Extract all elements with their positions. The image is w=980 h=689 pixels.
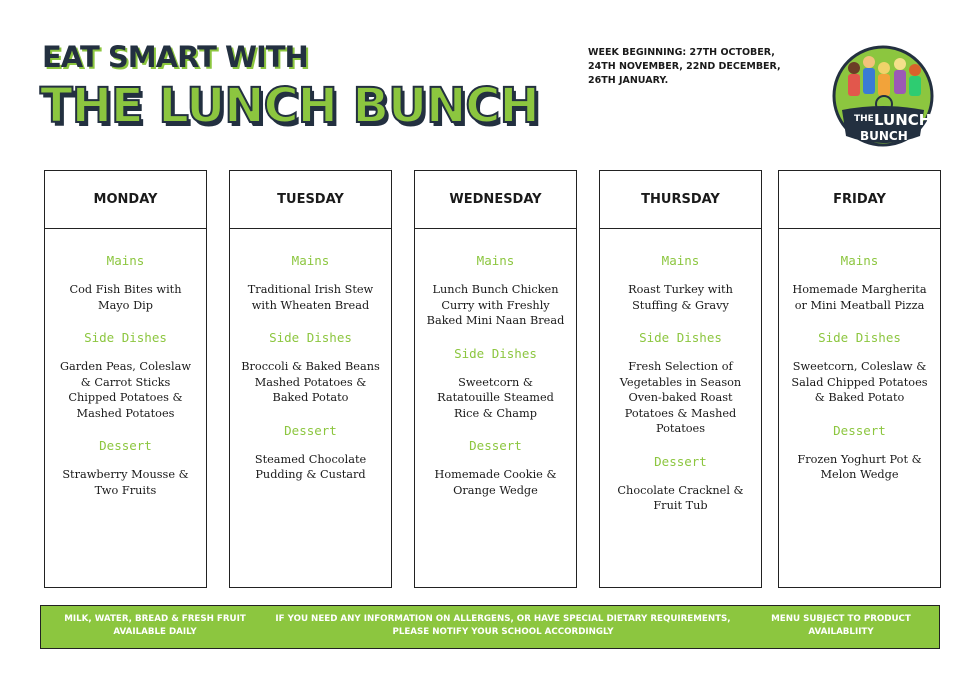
week-beginning (588, 46, 788, 88)
dessert-text: Frozen Yoghurt Pot & Melon Wedge (797, 452, 922, 481)
column-tuesday (229, 170, 392, 588)
day-heading: WEDNESDAY (415, 171, 576, 229)
side-dishes-label: Side Dishes (84, 330, 167, 345)
dessert-text: Chocolate Cracknel & Fruit Tub (617, 483, 744, 512)
footer-availability-note: MENU SUBJECT TO PRODUCT AVAILABLIITY (771, 614, 911, 637)
side-dishes-label: Side Dishes (269, 330, 352, 345)
mains-label: Mains (840, 253, 879, 268)
dessert-label: Dessert (284, 422, 337, 438)
logo-the: THE (854, 114, 874, 124)
column-wednesday (414, 170, 577, 588)
column-thursday (599, 170, 762, 588)
mains-label: Mains (106, 253, 145, 268)
mains-text: Cod Fish Bites with Mayo Dip (69, 283, 182, 312)
mains-label: Mains (291, 253, 330, 268)
dessert-text: Steamed Chocolate Pudding & Custard (254, 452, 367, 481)
side-dishes-text: Sweetcorn, Coleslaw & Salad Chipped Potatoes & Baked Potato (791, 360, 928, 404)
side-dishes-label: Side Dishes (639, 330, 722, 345)
mains-text: Roast Turkey with Stuffing & Gravy (628, 283, 733, 312)
logo-bunch: BUNCH (860, 129, 908, 143)
mains-text: Lunch Bunch Chicken Curry with Freshly Baked Mini Naan Bread (426, 283, 565, 327)
day-heading: FRIDAY (779, 171, 940, 229)
footer-milk-water-note: MILK, WATER, BREAD & FRESH FRUIT AVAILABLE DAILY (64, 614, 246, 637)
side-dishes-text: Sweetcorn & Ratatouille Steamed Rice & Champ (437, 375, 554, 420)
column-friday (778, 170, 941, 588)
column-monday (44, 170, 207, 588)
dessert-label: Dessert (99, 438, 152, 453)
mains-text: Traditional Irish Stew with Wheaten Bread (247, 283, 374, 312)
dessert-label: Dessert (833, 422, 886, 438)
week-line-1: WEEK BEGINNING: 27TH OCTOBER, (588, 47, 775, 58)
day-heading: MONDAY (45, 171, 206, 229)
footer-allergen-note: IF YOU NEED ANY INFORMATION ON ALLERGENS, OR HAVE SPECIAL DIETARY REQUIREMENTS, PLEASE NOTIFY YOUR SCHOOL ACCORDINGLY (275, 614, 731, 637)
side-dishes-text: Broccoli & Baked Beans Mashed Potatoes & Baked Potato (241, 360, 380, 404)
title-lunch-bunch: THE LUNCH BUNCH (40, 78, 539, 134)
mains-label: Mains (661, 253, 700, 268)
side-dishes-label: Side Dishes (454, 345, 537, 361)
day-heading: THURSDAY (600, 171, 761, 229)
dessert-text: Homemade Cookie & Orange Wedge (434, 468, 557, 497)
footer-banner (40, 605, 940, 649)
title-eat-smart: EAT SMART WITH (42, 40, 308, 74)
lunch-bunch-logo-icon (832, 44, 934, 148)
side-dishes-label: Side Dishes (818, 330, 901, 345)
dessert-label: Dessert (469, 438, 522, 453)
dessert-label: Dessert (654, 453, 707, 469)
logo-lunch: LUNCH (874, 111, 932, 129)
mains-text: Homemade Margherita or Mini Meatball Pizza (792, 283, 927, 312)
week-line-2: 24TH NOVEMBER, 22ND DECEMBER, (588, 61, 781, 72)
dessert-text: Strawberry Mousse & Two Fruits (62, 468, 189, 497)
week-line-3: 26TH JANUARY. (588, 75, 669, 86)
side-dishes-text: Garden Peas, Coleslaw & Carrot Sticks Chipped Potatoes & Mashed Potatoes (60, 360, 191, 420)
day-heading: TUESDAY (230, 171, 391, 229)
mains-label: Mains (476, 253, 515, 268)
side-dishes-text: Fresh Selection of Vegetables in Season Oven-baked Roast Potatoes & Mashed Potatoes (619, 360, 742, 435)
